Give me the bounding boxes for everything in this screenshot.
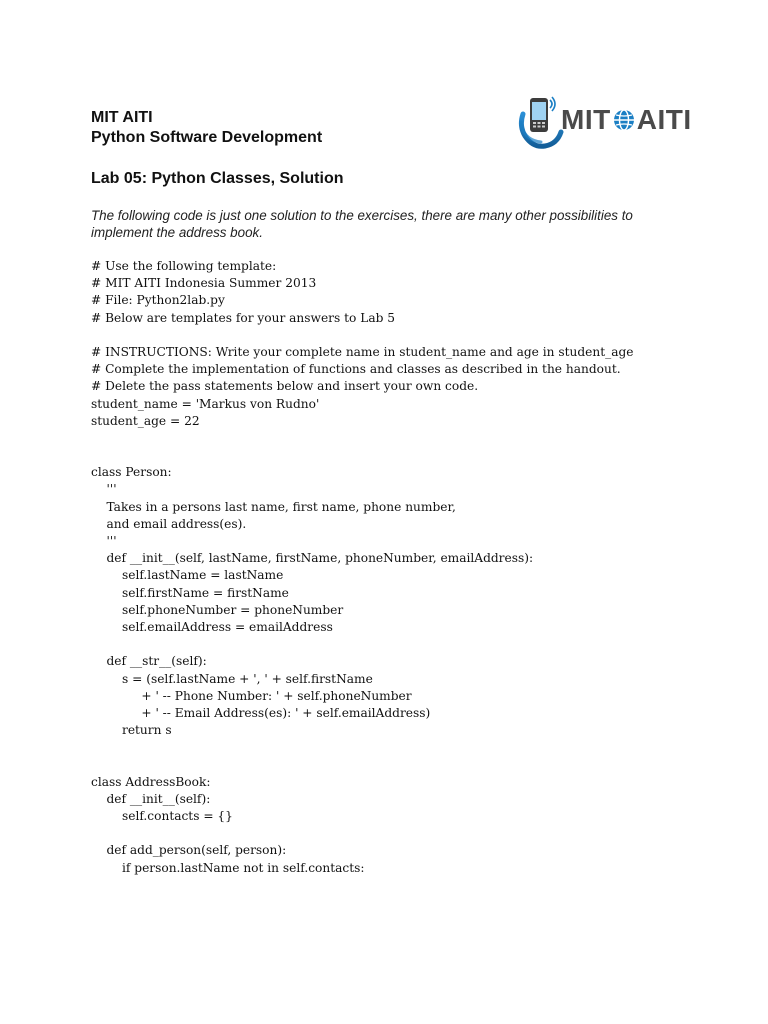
code-line: def add_person(self, person):	[91, 843, 287, 858]
code-line: self.emailAddress = emailAddress	[91, 619, 333, 634]
code-line: if person.lastName not in self.contacts:	[91, 860, 365, 875]
code-line: Takes in a persons last name, first name, phone number,	[91, 499, 456, 514]
code-line: # MIT AITI Indonesia Summer 2013	[91, 276, 317, 291]
logo-wordmark	[561, 104, 692, 136]
code-line: self.firstName = firstName	[91, 585, 289, 600]
code-line	[91, 739, 634, 756]
code-line: def __init__(self):	[91, 791, 211, 806]
code-line: class Person:	[91, 465, 172, 480]
code-line: def __str__(self):	[91, 654, 207, 669]
code-line: '''	[91, 482, 117, 497]
intro-paragraph: The following code is just one solution to the exercises, there are many other possibilities to implement the address book.	[91, 208, 633, 240]
code-line: and email address(es).	[91, 516, 247, 531]
logo-text-aiti: AITI	[636, 104, 692, 135]
code-line: + ' -- Phone Number: ' + self.phoneNumber	[91, 688, 412, 703]
globe-icon	[612, 108, 636, 132]
code-line: + ' -- Email Address(es): ' + self.emailAddress)	[91, 705, 431, 720]
code-line: class AddressBook:	[91, 774, 211, 789]
code-line: # File: Python2lab.py	[91, 293, 225, 308]
code-line: # Complete the implementation of functions and classes as described in the handout.	[91, 362, 621, 377]
code-line	[91, 756, 634, 773]
code-line	[91, 327, 634, 344]
code-line	[91, 430, 634, 447]
code-line	[91, 825, 634, 842]
code-line: return s	[91, 723, 172, 738]
code-line: student_age = 22	[91, 413, 200, 428]
code-line: s = (self.lastName + ', ' + self.firstName	[91, 671, 373, 686]
code-line: def __init__(self, lastName, firstName, phoneNumber, emailAddress):	[91, 551, 534, 566]
code-line: # Use the following template:	[91, 259, 277, 273]
code-line: student_name = 'Markus von Rudno'	[91, 396, 320, 411]
logo-text-mit: MIT	[561, 104, 611, 135]
code-line	[91, 447, 634, 464]
code-line: self.lastName = lastName	[91, 568, 284, 583]
phone-logo-icon	[517, 92, 565, 150]
code-line: # Below are templates for your answers to Lab 5	[91, 310, 396, 325]
lab-title: Lab 05: Python Classes, Solution	[91, 170, 344, 187]
code-line: '''	[91, 534, 117, 548]
org-name: MIT AITI	[91, 109, 153, 126]
code-line: # INSTRUCTIONS: Write your complete name in student_name and age in student_age	[91, 344, 634, 359]
code-line: self.phoneNumber = phoneNumber	[91, 602, 344, 617]
code-line: # Delete the pass statements below and insert your own code.	[91, 379, 479, 394]
code-listing	[91, 258, 634, 877]
course-name: Python Software Development	[91, 129, 323, 146]
code-line	[91, 636, 634, 653]
mit-aiti-logo	[517, 92, 707, 152]
document-header	[91, 108, 322, 148]
code-line: self.contacts = {}	[91, 809, 233, 823]
